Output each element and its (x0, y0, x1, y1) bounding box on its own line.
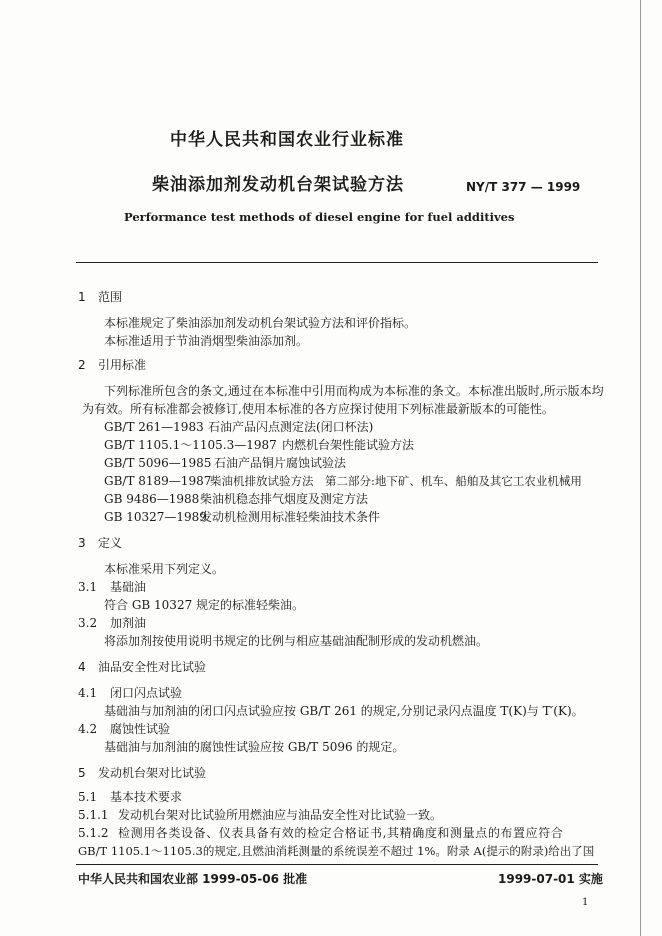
section-2-intro-line-2: 为有效。所有标准都会被修订,使用本标准的各方应探讨使用下列标准最新版本的可能性。 (82, 402, 554, 416)
section-5-number: 5 (78, 766, 86, 780)
section-5-title: 发动机台架对比试验 (98, 766, 207, 780)
clause-4-2-title: 腐蚀性试验 (110, 722, 171, 736)
footer-rule (76, 864, 598, 865)
scan-edge-line (640, 0, 641, 936)
clause-5-1-title: 基本技术要求 (110, 790, 183, 804)
reference-code: GB/T 5096—1985 (104, 456, 212, 470)
clause-5-1-2-line-1: 检测用各类设备、仪表具备有效的检定合格证书,其精确度和测量点的布置应符合 (118, 826, 564, 840)
clause-4-1-number: 4.1 (78, 686, 98, 700)
clause-4-2-number: 4.2 (78, 722, 98, 736)
clause-3-2-term: 加剂油 (110, 616, 147, 630)
clause-5-1-number: 5.1 (78, 790, 98, 804)
section-1-number: 1 (78, 290, 86, 304)
clause-4-1-text: 基础油与加剂油的闭口闪点试验应按 GB/T 261 的规定,分别记录闪点温度 T(K)与 T′(K)。 (104, 704, 584, 718)
document-title-cn: 柴油添加剂发动机台架试验方法 (152, 175, 404, 195)
implementation-date: 1999-07-01 实施 (498, 872, 603, 886)
page-number: 1 (582, 897, 589, 908)
section-3-title: 定义 (98, 536, 123, 550)
clause-3-2-number: 3.2 (78, 616, 98, 630)
standard-number: NY/T 377 — 1999 (466, 180, 581, 194)
section-2-title: 引用标准 (98, 358, 147, 372)
section-2-intro-line-1: 下列标准所包含的条文,通过在本标准中引用而构成为本标准的条文。本标准出版时,所示版本均 (104, 384, 604, 398)
reference-code: GB/T 8189—1987 (104, 474, 212, 488)
reference-code: GB/T 1105.1～1105.3—1987 (104, 438, 277, 452)
clause-5-1-2-line-2: GB/T 1105.1～1105.3的规定,且燃油消耗测量的系统误差不超过 1%。附录 A(提示的附录)给出了国 (78, 844, 595, 858)
reference-name: 发动机检测用标准轻柴油技术条件 (200, 510, 381, 524)
clause-5-1-1-number: 5.1.1 (78, 808, 109, 822)
reference-code: GB 10327—1989 (104, 510, 207, 524)
section-4-title: 油品安全性对比试验 (98, 660, 207, 674)
reference-name: 柴油机稳态排气烟度及测定方法 (200, 492, 369, 506)
clause-3-2-text: 将添加剂按使用说明书规定的比例与相应基础油配制形成的发动机燃油。 (104, 634, 489, 648)
reference-name: 石油产品闪点测定法(闭口杯法) (208, 420, 374, 434)
header-rule (76, 262, 598, 263)
clause-4-2-text: 基础油与加剂油的腐蚀性试验应按 GB/T 5096 的规定。 (104, 740, 405, 754)
clause-3-1-term: 基础油 (110, 580, 147, 594)
reference-name: 石油产品铜片腐蚀试验法 (214, 456, 347, 470)
reference-code: GB 9486—1988 (104, 492, 200, 506)
clause-4-1-title: 闭口闪点试验 (110, 686, 183, 700)
document-title-en: Performance test methods of diesel engine for fuel additives (124, 210, 515, 224)
section-1-title: 范围 (98, 290, 123, 304)
reference-code: GB/T 261—1983 (104, 420, 204, 434)
reference-name: 柴油机排放试验方法 第二部分:地下矿、机车、船舶及其它工农业机械用 (210, 474, 582, 488)
section-1-para-2: 本标准适用于节油消烟型柴油添加剂。 (104, 334, 309, 348)
clause-5-1-1-text: 发动机台架对比试验所用燃油应与油品安全性对比试验一致。 (118, 808, 443, 822)
reference-name: 内燃机台架性能试验方法 (282, 438, 415, 452)
clause-3-1-text: 符合 GB 10327 规定的标准轻柴油。 (104, 598, 305, 612)
section-2-number: 2 (78, 358, 86, 372)
section-4-number: 4 (78, 660, 86, 674)
clause-3-1-number: 3.1 (78, 580, 98, 594)
section-3-intro: 本标准采用下列定义。 (104, 562, 225, 576)
clause-5-1-2-number: 5.1.2 (78, 826, 109, 840)
section-1-para-1: 本标准规定了柴油添加剂发动机台架试验方法和评价指标。 (104, 316, 417, 330)
approval-date: 中华人民共和国农业部 1999-05-06 批准 (78, 872, 308, 886)
section-3-number: 3 (78, 536, 86, 550)
org-title: 中华人民共和国农业行业标准 (170, 130, 404, 150)
